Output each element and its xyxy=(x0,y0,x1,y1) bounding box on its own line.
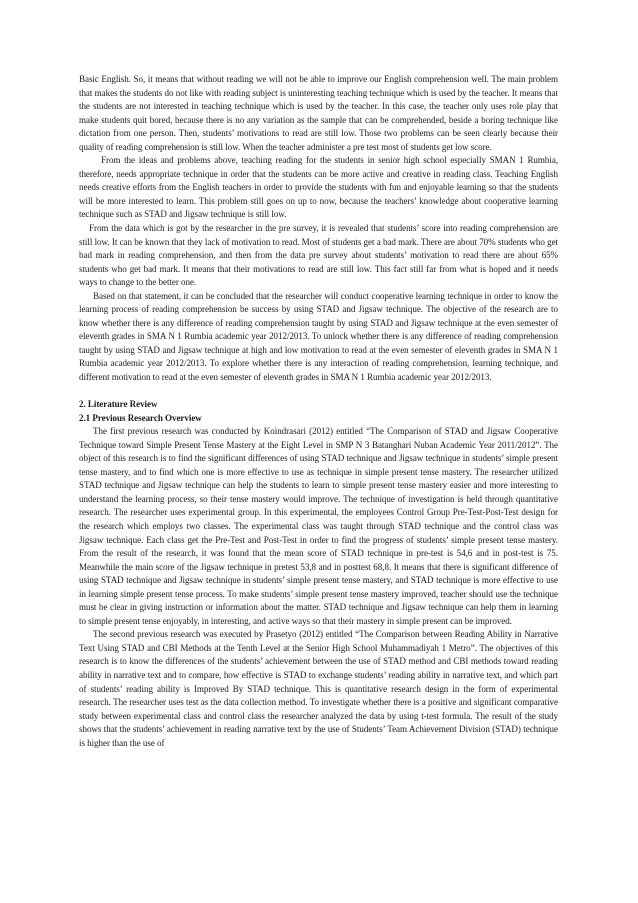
paragraph-ideas-problems: From the ideas and problems above, teaching reading for the students in senior high school especially SMAN 1 Rumbia, therefore, needs appropriate technique in order that the students can be more active and creative in reading class. Teaching English needs creative efforts from the English teachers in order to provide the students with fun and enjoyable learning so that the students will be more interested to learn. This problem still goes on up to now, because the teachers’ knowledge about cooperative learning technique such as STAD and Jigsaw technique is still low. xyxy=(79,155,558,220)
paragraph-basic-english: Basic English. So, it means that without reading we will not be able to improve our English comprehension well. The main problem that makes the students do not like with reading subject is uninteresting teaching technique which is used by the teacher. It means that the students are not interested in teaching technique which is used by the teacher. In this case, the teacher only uses role play that make students quit bored, because there is no any variation as the sample that can be comprehended, beside a boring technique like dictation from one person. Then, students’ motivations to read are still low. Those two problems can be seen clearly because their quality of reading comprehension is still low. When the teacher administer a pre test most of students get low score. xyxy=(79,74,558,152)
paragraph-pre-survey: From the data which is got by the researcher in the pre survey, it is revealed that students’ score into reading comprehension are still low. It can be known that they lack of motivation to read. Most of students get a bad mark. There are about 70% students who get bad mark in reading comprehension, and then from the data pre survey about students’ motivation to read there are about 65% students who get bad mark. It means that their motivations to read are still low. This fact still far from what is hoped and it needs ways to change to the better one. xyxy=(79,223,558,288)
paragraph-first-research: The first previous research was conducted by Koindrasari (2012) entitled “The Comparison of STAD and Jigsaw Cooperative Technique toward Simple Present Tense Mastery at the Eight Level in SMP N 3 Batanghari Nuban Academic Year 2011/2012”. The object of this research is to find the significant differences of using STAD technique and Jigsaw technique in students’ simple present tense mastery, and to find which one is more effective to use as technique in simple present tense mastery. The researcher utilized STAD technique and Jigsaw technique can help the students to learn to simple present tense mastery easier and more interesting to understand the learning process, so their tense mastery would improve. The technique of investigation is held through quantitative research. The researcher uses experimental group. In this experimental, the employees Control Group Pre-Test-Post-Test design for the research which employs two classes. The experimental class was taught through STAD technique and the control class was Jigsaw technique. Each class get the Pre-Test and Post-Test in order to find the progress of students’ simple present tense mastery. From the result of the research, it was found that the mean score of STAD technique in pre-test is 54,6 and in post-test is 75. Meanwhile the main score of the Jigsaw technique in pretest 53,8 and in posttest 68,8. It means that there is significant difference of using STAD technique and Jigsaw technique in students’ simple present tense mastery, and STAD technique is more effective to use in learning simple present tense process. To make students’ simple present tense mastery improved, teacher should use the technique must be clear in giving instruction or information about the matter. STAD technique and Jigsaw technique can help them in learning to simple present tense enjoyably, in interesting, and active ways so that their mastery in simple present can be improved. xyxy=(79,426,558,626)
page-body xyxy=(79,73,558,750)
subsection-heading: 2.1 Previous Research Overview xyxy=(79,412,202,423)
paragraph-second-research: The second previous research was executed by Prasetyo (2012) entitled “The Comparison between Reading Ability in Narrative Text Using STAD and CBI Methods at the Tenth Level at the Senior High School Muhammadiyah 1 Metro”. The objectives of this research is to know the differences of the students’ achievement between the use of STAD method and CBI methods toward reading ability in narrative text and to compare, how effective is STAD to exchange students’ reading ability in narrative text, and which part of students’ reading ability is Improved By STAD technique. This is quantitative research design in the form of experimental research. The researcher uses test as the data collection method. To investigate whether there is a positive and significant comparative study between experimental class and control class the researcher analyzed the data by using t-test formula. The result of the study shows that the students’ achievement in reading narrative text by the use of Students’ Team Achievement Division (STAD) technique is higher than the use of xyxy=(79,629,558,748)
paragraph-statement-conclusion: Based on that statement, it can be concluded that the researcher will conduct cooperative learning technique in order to know the learning process of reading comprehension be success by using STAD and Jigsaw technique. The objective of the research are to know whether there is any difference of reading comprehension taught by using STAD and Jigsaw technique at the even semester of eleventh grades in SMA N 1 Rumbia academic year 2012/2013. To unlock whether there is any difference of reading comprehension taught by using STAD and Jigsaw technique at high and low motivation to read at the even semester of eleventh grades in SMA N 1 Rumbia academic year 2012/2013. To explore whether there is any interaction of reading comprehension, learning technique, and different motivation to read at the even semester of eleventh grades in SMA N 1 Rumbia academic year 2012/2013. xyxy=(79,290,558,383)
section-heading: 2. Literature Review xyxy=(79,399,158,410)
